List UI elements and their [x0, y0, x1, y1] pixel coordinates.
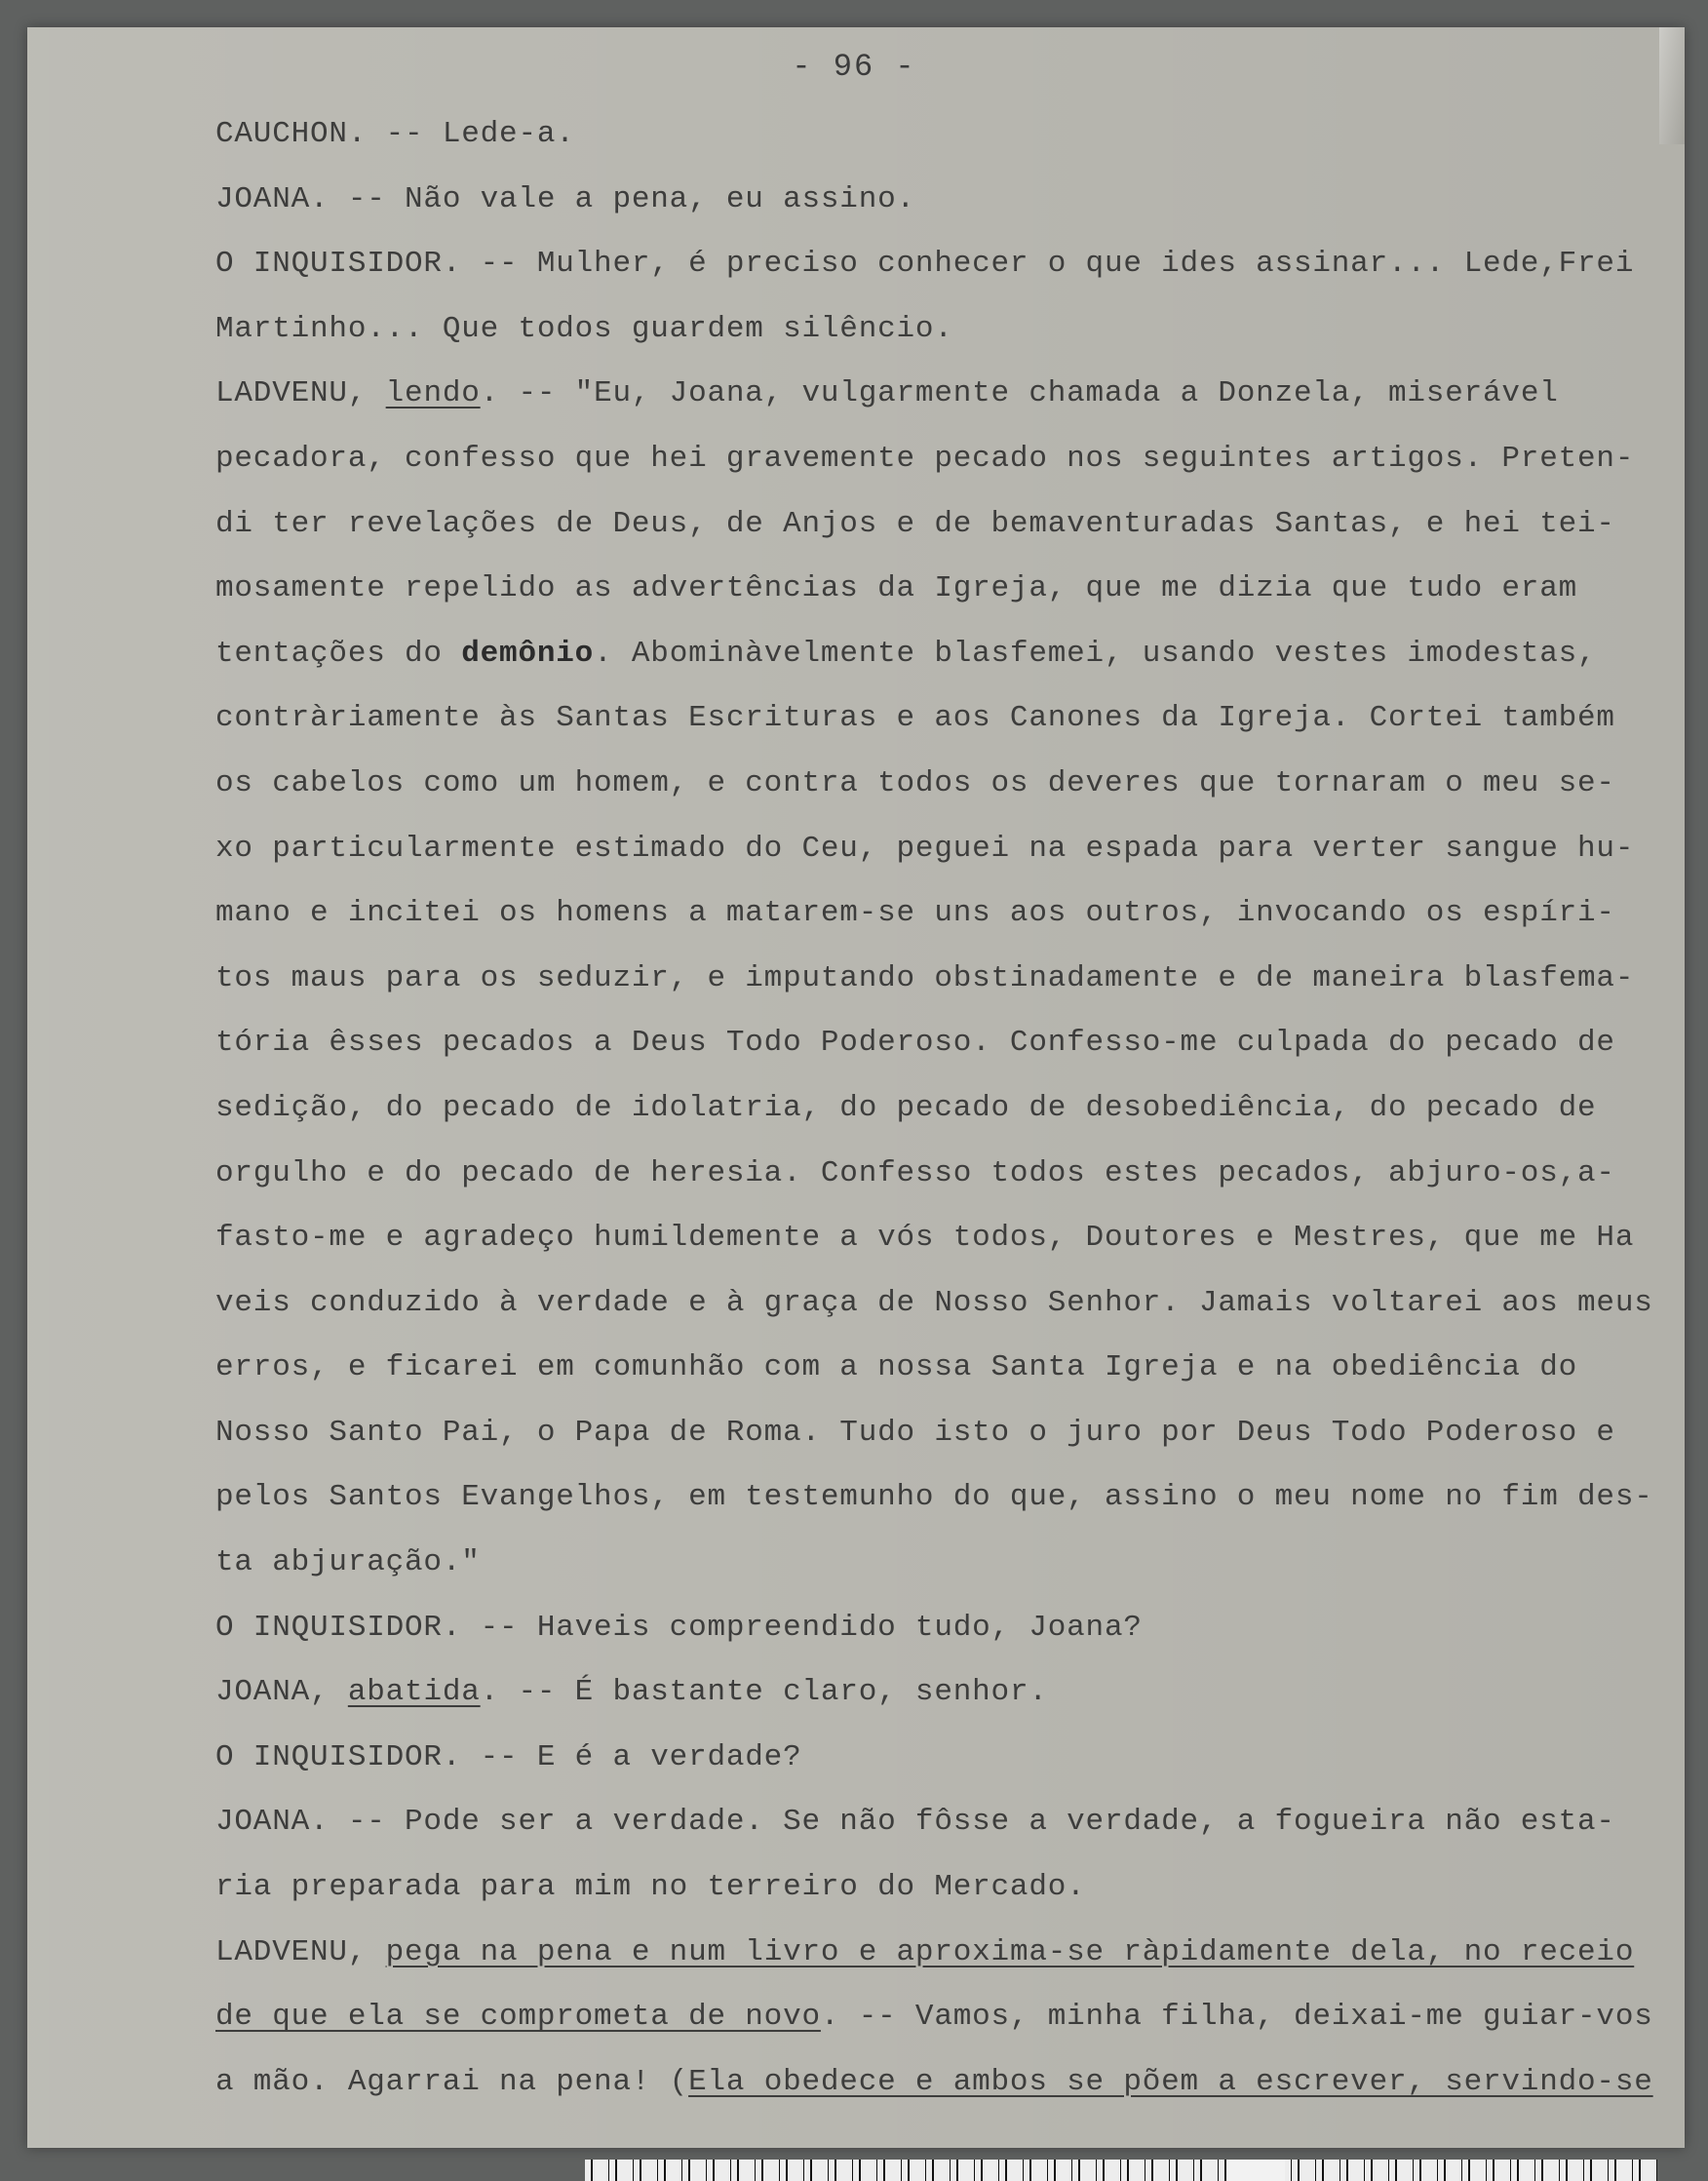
stage-direction: pega na pena e num livro e aproxima-se ràpidamente dela, no receio: [385, 1934, 1635, 1969]
text-line: mano e incitei os homens a matarem-se uns aos outros, invocando os espíri-: [215, 896, 1615, 931]
text-line: erros, e ficarei em comunhão com a nossa Santa Igreja e na obediência do: [215, 1350, 1578, 1385]
page-number: - 96 -: [792, 49, 916, 85]
text-line: os cabelos como um homem, e contra todos os deveres que tornaram o meu se-: [215, 765, 1615, 800]
scan-ruler-label-area: [1226, 2160, 1285, 2181]
text-line: O INQUISIDOR. -- Mulher, é preciso conhecer o que ides assinar... Lede,Frei: [215, 247, 1635, 282]
text-line: pecadora, confesso que hei gravemente pecado nos seguintes artigos. Preten-: [215, 441, 1635, 476]
text-line: tos maus para os seduzir, e imputando obstinadamente e de maneira blasfema-: [215, 960, 1635, 995]
stage-direction: de que ela se comprometa de novo: [215, 2000, 821, 2035]
text-line: CAUCHON. -- Lede-a.: [215, 117, 575, 151]
text-line: Martinho... Que todos guardem silêncio.: [215, 311, 953, 346]
stage-direction: Ela obedece e ambos se põem a escrever, servindo-se: [688, 2064, 1653, 2099]
text-line: Nosso Santo Pai, o Papa de Roma. Tudo isto o juro por Deus Todo Poderoso e: [215, 1415, 1615, 1450]
text-line: fasto-me e agradeço humildemente a vós todos, Doutores e Mestres, que me Ha: [215, 1221, 1635, 1256]
overtyped-word: demônio: [461, 636, 595, 671]
stage-direction: abatida: [347, 1675, 481, 1710]
text-line: sedição, do pecado de idolatria, do pecado de desobediência, do pecado de: [215, 1090, 1597, 1125]
text-line: pelos Santos Evangelhos, em testemunho do que, assino o meu nome no fim des-: [215, 1480, 1653, 1515]
stage-direction: lendo: [385, 376, 481, 411]
text-line: di ter revelações de Deus, de Anjos e de bemaventuradas Santas, e hei tei-: [215, 506, 1615, 541]
text-line: ria preparada para mim no terreiro do Mercado.: [215, 1870, 1086, 1905]
text-line: orgulho e do pecado de heresia. Confesso todos estes pecados, abjuro-os,a-: [215, 1155, 1615, 1190]
text-line: tentações do demônio. Abominàvelmente blasfemei, usando vestes imodestas,: [215, 636, 1597, 671]
text-line: O INQUISIDOR. -- Haveis compreendido tudo, Joana?: [215, 1610, 1143, 1645]
text-line: JOANA. -- Não vale a pena, eu assino.: [215, 181, 915, 216]
scan-ruler: [585, 2160, 1657, 2181]
text-line: LADVENU, lendo. -- "Eu, Joana, vulgarmente chamada a Donzela, miserável: [215, 376, 1559, 411]
text-line: JOANA, abatida. -- É bastante claro, senhor.: [215, 1675, 1048, 1710]
text-line: JOANA. -- Pode ser a verdade. Se não fôsse a verdade, a fogueira não esta-: [215, 1805, 1615, 1840]
typed-text-body: [215, 102, 1683, 2115]
text-line: xo particularmente estimado do Ceu, peguei na espada para verter sangue hu-: [215, 831, 1635, 866]
text-line: a mão. Agarrai na pena! (Ela obedece e ambos se põem a escrever, servindo-se: [215, 2064, 1653, 2099]
text-line: LADVENU, pega na pena e num livro e aproxima-se ràpidamente dela, no receio: [215, 1934, 1635, 1969]
text-line: de que ela se comprometa de novo. -- Vamos, minha filha, deixai-me guiar-vos: [215, 2000, 1653, 2035]
text-line: tória êsses pecados a Deus Todo Poderoso. Confesso-me culpada do pecado de: [215, 1026, 1615, 1061]
text-line: O INQUISIDOR. -- E é a verdade?: [215, 1739, 802, 1774]
text-line: ta abjuração.": [215, 1545, 481, 1580]
text-line: contràriamente às Santas Escrituras e aos Canones da Igreja. Cortei também: [215, 701, 1615, 736]
text-line: veis conduzido à verdade e à graça de Nosso Senhor. Jamais voltarei aos meus: [215, 1285, 1653, 1320]
text-line: mosamente repelido as advertências da Igreja, que me dizia que tudo eram: [215, 571, 1578, 606]
